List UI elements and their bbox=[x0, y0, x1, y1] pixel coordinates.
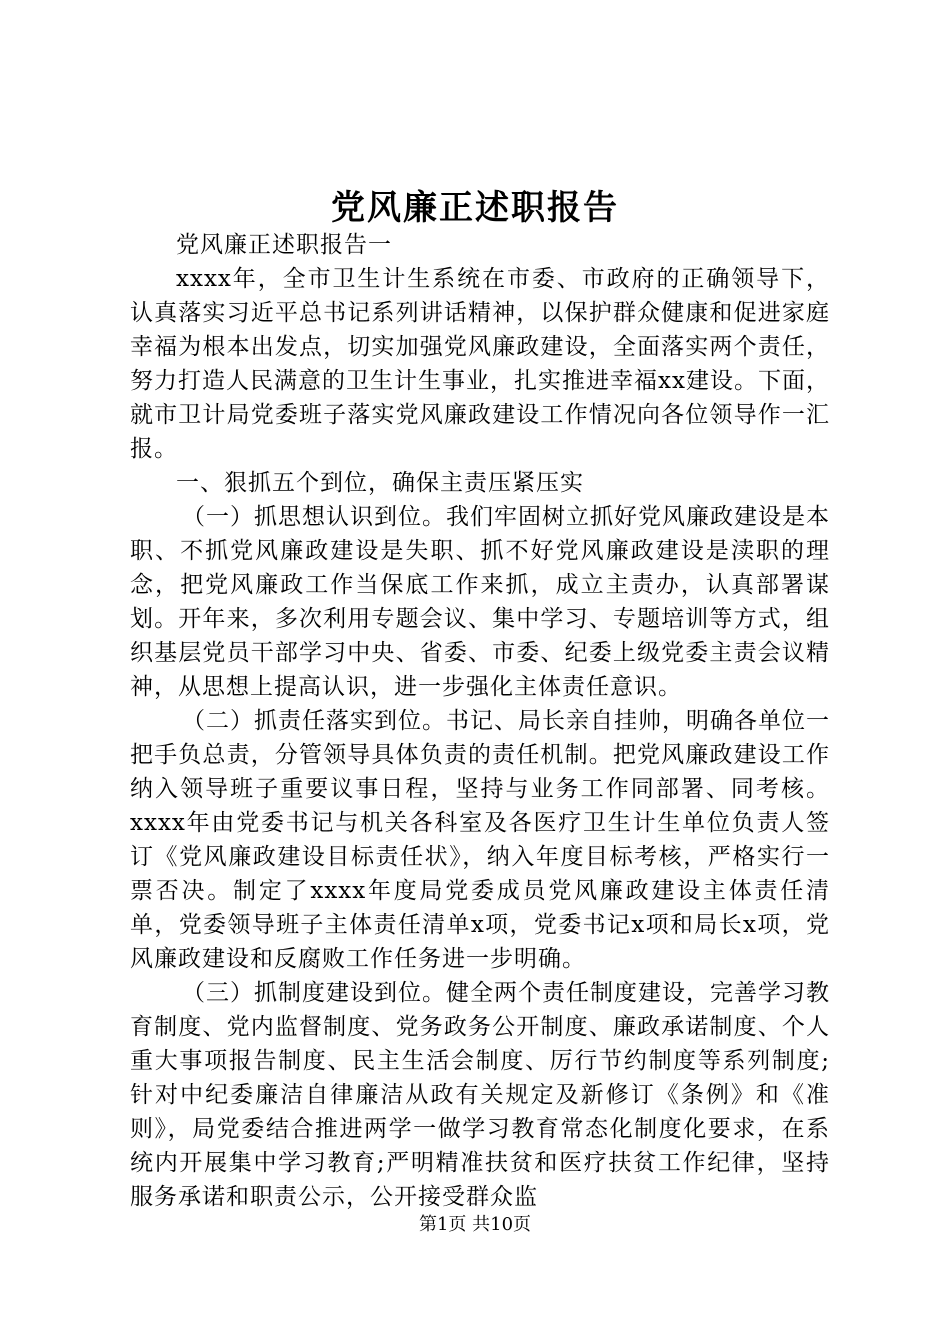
report-subtitle: 党风廉正述职报告一 bbox=[176, 232, 392, 258]
paragraph-item-2: （二）抓责任落实到位。书记、局长亲自挂帅，明确各单位一把手负总责，分管领导具体负责的责任机制。把党风廉政建设工作纳入领导班子重要议事日程，坚持与业务工作同部署、同考核。xxxx年由党委书记与机关各科室及各医疗卫生计生单位负责人签订《党风廉政建设目标责任状》，纳入年度目标考核，严格实行一票否决。制定了xxxx年度局党委成员党风廉政建设主体责任清单，党委领导班子主体责任清单x项，党委书记x项和局长x项，党风廉政建设和反腐败工作任务进一步明确。 bbox=[130, 708, 830, 972]
paragraph-item-1: （一）抓思想认识到位。我们牢固树立抓好党风廉政建设是本职、不抓党风廉政建设是失职、抓不好党风廉政建设是渎职的理念，把党风廉政工作当保底工作来抓，成立主责办，认真部署谋划。开年来，多次利用专题会议、集中学习、专题培训等方式，组织基层党员干部学习中央、省委、市委、纪委上级党委主责会议精神，从思想上提高认识，进一步强化主体责任意识。 bbox=[130, 504, 830, 700]
document-title: 党风廉正述职报告 bbox=[331, 188, 619, 228]
paragraph-item-3: （三）抓制度建设到位。健全两个责任制度建设，完善学习教育制度、党内监督制度、党务政务公开制度、廉政承诺制度、个人重大事项报告制度、民主生活会制度、厉行节约制度等系列制度;针对中纪委廉洁自律廉洁从政有关规定及新修订《条例》和《准则》，局党委结合推进两学一做学习教育常态化制度化要求，在系统内开展集中学习教育;严明精准扶贫和医疗扶贫工作纪律，坚持服务承诺和职责公示，公开接受群众监 bbox=[130, 980, 830, 1210]
section-heading: 一、狠抓五个到位，确保主责压紧压实 bbox=[176, 470, 584, 496]
document-body bbox=[130, 228, 830, 1214]
intro-paragraph: xxxx年，全市卫生计生系统在市委、市政府的正确领导下，认真落实习近平总书记系列讲话精神，以保护群众健康和促进家庭幸福为根本出发点，切实加强党风廉政建设，全面落实两个责任，努力打造人民满意的卫生计生事业，扎实推进幸福xx建设。下面，就市卫计局党委班子落实党风廉政建设工作情况向各位领导作一汇报。 bbox=[130, 266, 830, 462]
page-footer: 第1页 共10页 bbox=[418, 1214, 532, 1235]
